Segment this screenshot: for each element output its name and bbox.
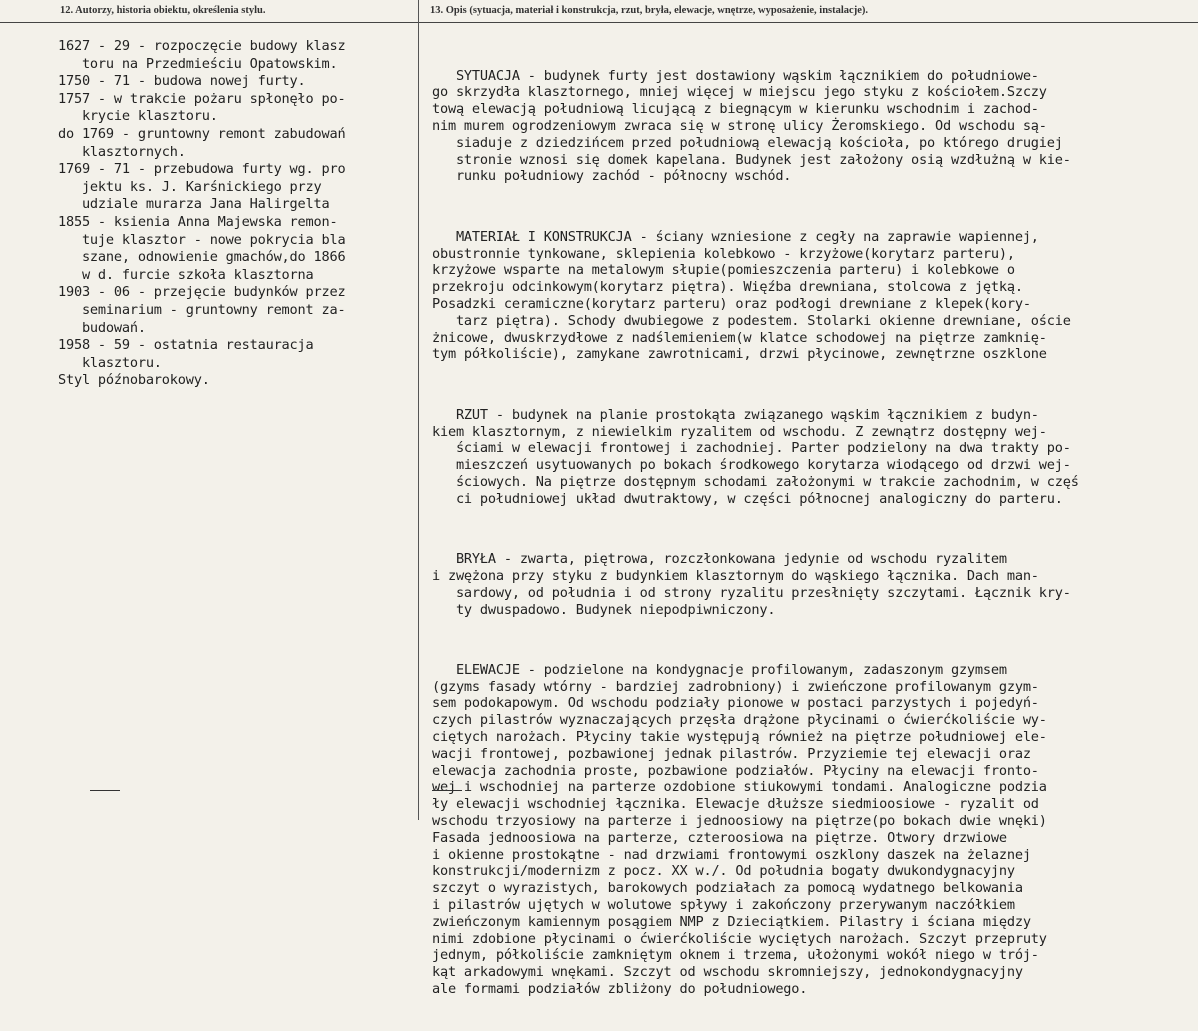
- section-material: MATERIAŁ I KONSTRUKCJA - ściany wzniesione z cegły na zaprawie wapiennej, obustronnie tynkowane, sklepienia kolebkowo - krzyżowe(korytarz parteru), krzyżowe wsparte na metalowym słupie(pomieszczenia parteru) i kolebkowe o przekroju odcinkowym(korytarz piętra). Więźba drewniana, stolcowa z jętką. Posadzki ceramiczne(korytarz parteru) oraz podłogi drewniane z klepek(kory- tarz piętra). Schody dwubiegowe z podestem. Stolarki okienne drewniane, oście żnicowe, dwuskrzydłowe z nadślemieniem(w klatce schodowej na piętrze zamknię- tym półkoliście), zamykane zawrotnicami, drzwi płycinowe, zewnętrzne oszklone: [432, 228, 1071, 363]
- history-column: 1627 - 29 - rozpoczęcie budowy klasz toru na Przedmieściu Opatowskim. 1750 - 71 - budowa nowej furty. 1757 - w trakcie pożaru spłonęło po- krycie klasztoru. do 1769 - gruntowny remont zabudowań klasztornych. 1769 - 71 - przebudowa furty wg. pro jektu ks. J. Karśnickiego przy udziale murarza Jana Halirgelta 1855 - ksienia Anna Majewska remon- tuje klasztor - nowe pokrycia bla szane, odnowienie gmachów,do 1866 w d. furcie szkoła klasztorna 1903 - 06 - przejęcie budynków przez seminarium - gruntowny remont za- budowań. 1958 - 59 - ostatnia restauracja klasztoru. Styl późnobarokowy.: [58, 38, 346, 389]
- header-field-13: 13. Opis (sytuacja, materiał i konstrukcja, rzut, bryła, elewacje, wnętrze, wyposażenie, instalacje).: [430, 5, 869, 16]
- section-rzut: RZUT - budynek na planie prostokąta związanego wąskim łącznikiem z budyn- kiem klasztornym, z niewielkim ryzalitem od wschodu. Z zewnątrz dostępny wej- ściami w elewacji frontowej i zachodniej. Parter podzielony na dwa trakty po- mieszczeń usytuowanych po bokach środkowego korytarza wiodącego od drzwi wej- ściowych. Na piętrze dostępnym schodami założonymi w trakcie zachodnim, w częś ci południowej układ dwutraktowy, w części północnej analogiczny do parteru.: [432, 406, 1079, 507]
- section-sytuacja: SYTUACJA - budynek furty jest dostawiony wąskim łącznikiem do południowe- go skrzydła klasztornego, mniej więcej w miejscu jego styku z kościołem.Szczy tową elewacją południową licującą z biegnącym w kierunku wschodnim i zachod- nim murem ogrodzeniowym zwraca się w stronę ulicy Żeromskiego. Od wschodu są- siaduje z dziedzińcem przed południową elewacją kościoła, po którego drugiej stronie wznosi się domek kapelana. Budynek jest założony osią wzdłużną w kie- runku południowy zachód - północny wschód.: [432, 67, 1071, 185]
- header-field-12: 12. Autorzy, historia obiektu, określenia stylu.: [60, 5, 266, 16]
- section-elewacje: ELEWACJE - podzielone na kondygnacje profilowanym, zadaszonym gzymsem (gzyms fasady wtórny - bardziej zadrobniony) i zwieńczone profilowanym gzym- sem podokapowym. Od wschodu podziały pionowe w postaci parzystych i pojedyń- czych pilastrów wyznaczających przęsła drążone płycinami o ćwierćkoliście wy- ciętych narożach. Płyciny takie występują również na piętrze południowej ele- wacji frontowej, pozbawionej jednak pilastrów. Przyziemie tej elewacji oraz elewacja zachodnia proste, pozbawione podziałów. Płyciny na elewacji fronto- wej i wschodniej na parterze ozdobione stiukowymi tondami. Analogiczne podzia ły elewacji wschodniej łącznika. Elewacje dłuższe siedmioosiowe - ryzalit od wschodu trzyosiowy na parterze i jednoosiowy na piętrze(po bokach dwie wnęki) Fasada jednoosiowa na parterze, czteroosiowa na piętrze. Otwory drzwiowe i okienne prostokątne - nad drzwiami frontowymi oszklony daszek na żelaznej konstrukcji/modernizm z pocz. XX w./. Od południa bogaty dwukondygnacyjny szczyt o wyrazistych, barokowych podziałach za pomocą wydatnego belkowania i pilastrów ujętych w wolutowe spływy i zakończony przerywanym naczółkiem zwieńczonym kamiennym posągiem NMP z Dzieciątkiem. Pilastry i ściana między nimi zdobione płycinami o ćwierćkoliście wyciętych narożach. Szczyt przepruty jednym, półkoliście zamkniętym oknem i trzema, ułożonymi wokół niego w trój- kąt arkadowymi wnękami. Szczyt od wschodu skromniejszy, jednokondygnacyjny ale formami podziałów zbliżony do południowego.: [432, 661, 1047, 998]
- section-bryla: BRYŁA - zwarta, piętrowa, rozczłonkowana jedynie od wschodu ryzalitem i zwężona przy styku z budynkiem klasztornym do wąskiego łącznika. Dach man- sardowy, od południa i od strony ryzalitu przesłnięty szczytami. Łącznik kry- ty dwuspadowo. Budynek niepodpiwniczony.: [432, 551, 1071, 618]
- form-header: [0, 0, 1198, 23]
- description-column: [432, 34, 1198, 1031]
- left-footer-dash: [90, 790, 120, 791]
- right-footer-dash: [432, 790, 462, 791]
